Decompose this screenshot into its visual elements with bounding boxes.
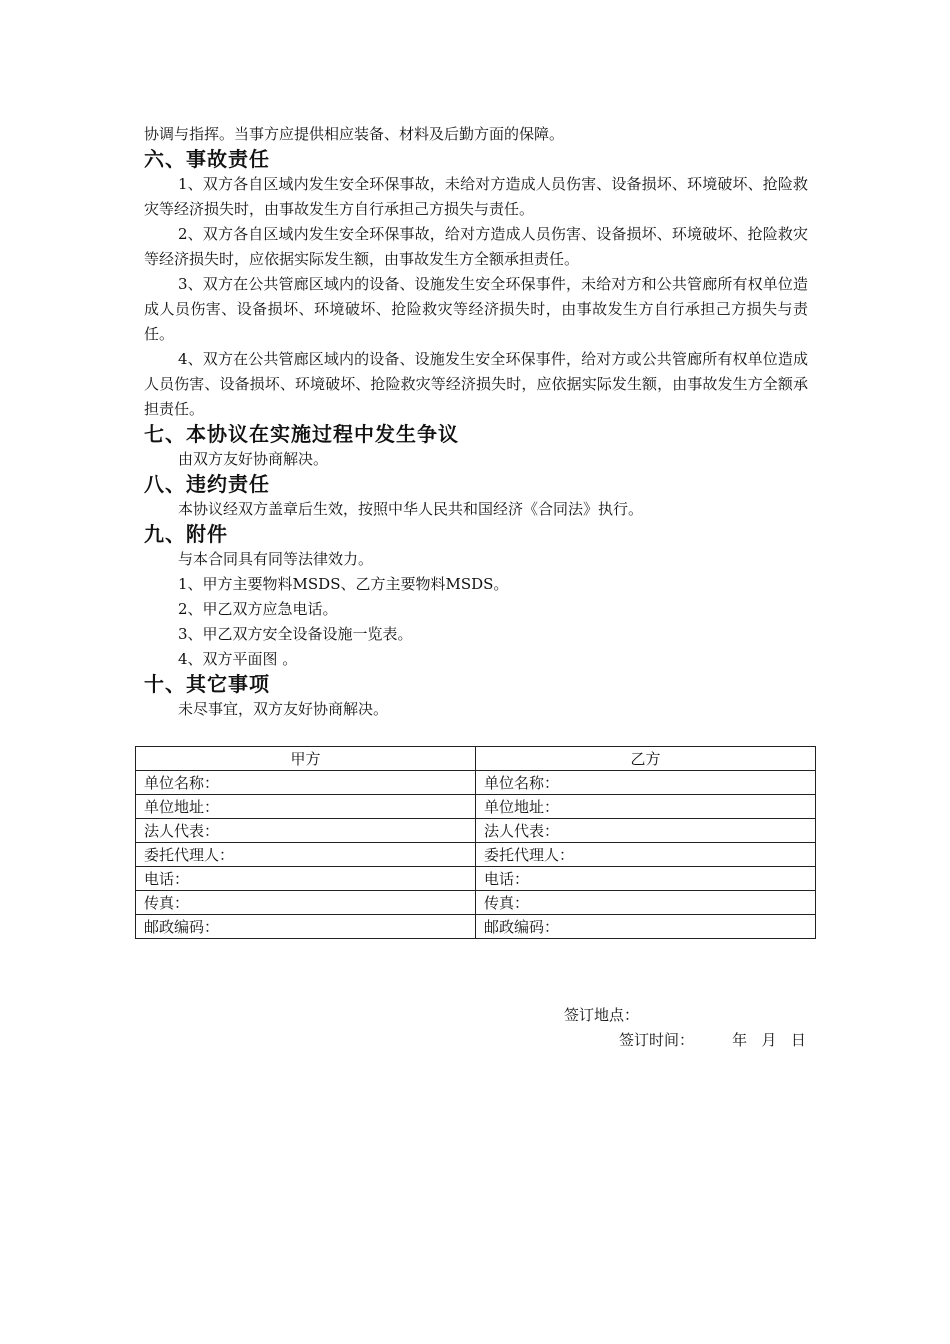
section-six-item-3: 3、双方在公共管廊区域内的设备、设施发生安全环保事件，未给对方和公共管廊所有权单位造成人员伤害、设备损坏、环境破坏、抢险救灾等经济损失时，由事故发生方自行承担己方损失与责任。 xyxy=(144,275,808,343)
party-a-legal-rep: 法人代表： xyxy=(136,819,476,843)
signing-time xyxy=(619,1028,806,1053)
party-a-postal-code: 邮政编码： xyxy=(136,915,476,939)
section-ten-heading: 十、其它事项 xyxy=(144,672,270,696)
party-b-unit-name: 单位名称： xyxy=(476,771,816,795)
signing-day: 日 xyxy=(790,1031,806,1049)
section-six-item-1: 1、双方各自区域内发生安全环保事故，未给对方造成人员伤害、设备损坏、环境破坏、抢险救灾等经济损失时，由事故发生方自行承担己方损失与责任。 xyxy=(144,175,808,218)
party-a-fax: 传真： xyxy=(136,891,476,915)
signing-year: 年 xyxy=(732,1031,748,1049)
section-six-heading: 六、事故责任 xyxy=(144,147,270,171)
section-nine-item: 3、甲乙双方安全设备设施一览表。 xyxy=(178,625,413,643)
party-b-phone: 电话： xyxy=(476,867,816,891)
section-eight-heading: 八、违约责任 xyxy=(144,472,270,496)
section-six-item-2: 2、双方各自区域内发生安全环保事故，给对方造成人员伤害、设备损坏、环境破坏、抢险救灾等经济损失时，应依据实际发生额，由事故发生方全额承担责任。 xyxy=(144,225,808,268)
party-a-phone: 电话： xyxy=(136,867,476,891)
party-a-agent: 委托代理人： xyxy=(136,843,476,867)
parties-table xyxy=(135,746,816,939)
party-b-postal-code: 邮政编码： xyxy=(476,915,816,939)
section-nine-item: 与本合同具有同等法律效力。 xyxy=(178,550,374,568)
document-body xyxy=(144,122,808,722)
section-seven-text: 由双方友好协商解决。 xyxy=(178,450,329,468)
signing-time-label: 签订时间： xyxy=(619,1031,695,1049)
table-header-row xyxy=(136,747,816,771)
party-b-address: 单位地址： xyxy=(476,795,816,819)
section-nine-item: 4、双方平面图 。 xyxy=(178,650,298,668)
party-a-header: 甲方 xyxy=(136,747,476,771)
signing-month: 月 xyxy=(761,1031,777,1049)
table-row xyxy=(136,795,816,819)
table-row xyxy=(136,915,816,939)
table-row xyxy=(136,867,816,891)
party-a-address: 单位地址： xyxy=(136,795,476,819)
section-eight-text: 本协议经双方盖章后生效，按照中华人民共和国经济《合同法》执行。 xyxy=(178,500,644,518)
table-row xyxy=(136,843,816,867)
section-nine-item: 2、甲乙双方应急电话。 xyxy=(178,600,338,618)
section-ten-text: 未尽事宜，双方友好协商解决。 xyxy=(178,700,389,718)
signing-place: 签订地点： xyxy=(564,1006,640,1024)
party-b-legal-rep: 法人代表： xyxy=(476,819,816,843)
table-row xyxy=(136,891,816,915)
section-seven-heading: 七、本协议在实施过程中发生争议 xyxy=(144,422,459,446)
party-b-header: 乙方 xyxy=(476,747,816,771)
section-six-item-4: 4、双方在公共管廊区域内的设备、设施发生安全环保事件，给对方或公共管廊所有权单位造成人员伤害、设备损坏、环境破坏、抢险救灾等经济损失时，应依据实际发生额，由事故发生方全额承担责任。 xyxy=(144,350,808,418)
party-b-fax: 传真： xyxy=(476,891,816,915)
party-a-unit-name: 单位名称： xyxy=(136,771,476,795)
intro-paragraph: 协调与指挥。当事方应提供相应装备、材料及后勤方面的保障。 xyxy=(144,125,565,143)
table-row xyxy=(136,819,816,843)
party-b-agent: 委托代理人： xyxy=(476,843,816,867)
table-row xyxy=(136,771,816,795)
section-nine-heading: 九、附件 xyxy=(144,522,228,546)
section-nine-item: 1、甲方主要物料MSDS、乙方主要物料MSDS。 xyxy=(178,575,509,593)
